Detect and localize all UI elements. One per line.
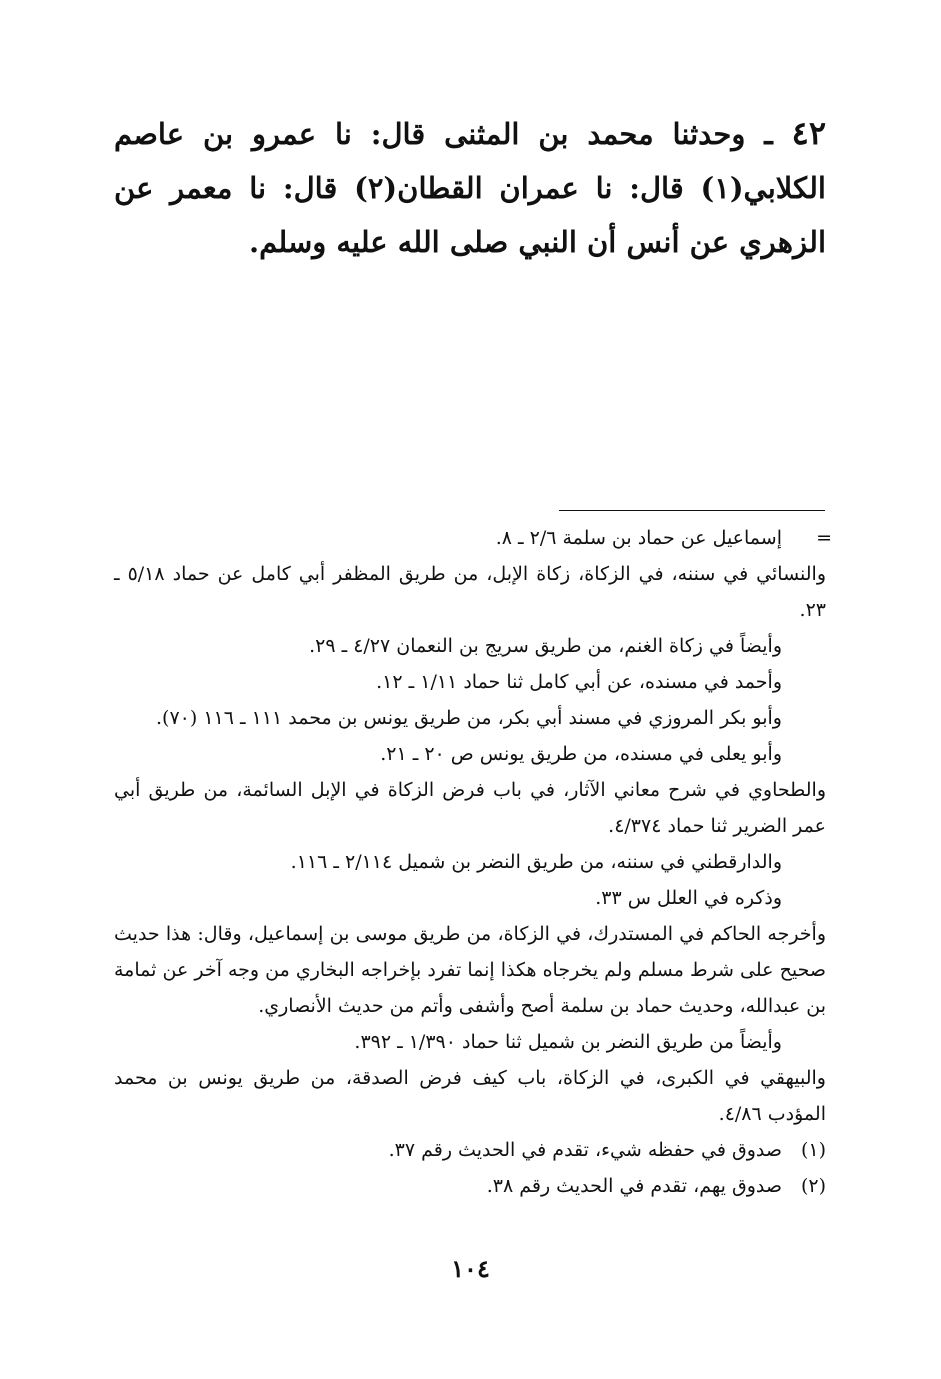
footnote-reference: وأخرجه الحاكم في المستدرك، في الزكاة، من طريق موسى بن إسماعيل، وقال: هذا حديث صحيح على شرط مسلم ولم يخرجاه هكذا إنما تفرد بإخراجه البخاري من وجه آخر عن ثمامة بن عبدالله، وحديث حماد بن سلمة أصح وأشفى وأتم من حديث الأنصاري. bbox=[114, 923, 826, 1017]
footnote-reference: وأبو يعلى في مسنده، من طريق يونس ص ٢٠ ـ ٢١. bbox=[380, 743, 782, 765]
footnotes-block bbox=[114, 520, 832, 1204]
continuation-marker: = bbox=[816, 527, 832, 549]
footnote-text: صدوق يهم، تقدم في الحديث رقم ٣٨. bbox=[486, 1175, 782, 1197]
footnote-reference: وأيضاً من طريق النضر بن شميل ثنا حماد ١/٣٩٠ ـ ٣٩٢. bbox=[354, 1031, 782, 1053]
footnote-reference: إسماعيل عن حماد بن سلمة ٢/٦ ـ ٨. bbox=[495, 527, 782, 549]
footnote-reference: والبيهقي في الكبرى، في الزكاة، باب كيف فرض الصدقة، من طريق يونس بن محمد المؤدب ٤/٨٦. bbox=[114, 1067, 826, 1125]
footnote-reference: وأيضاً في زكاة الغنم، من طريق سريج بن النعمان ٤/٢٧ ـ ٢٩. bbox=[309, 635, 782, 657]
hadith-number: ٤٢ bbox=[791, 114, 827, 152]
numbered-footnote-2 bbox=[114, 1168, 826, 1204]
footnote-number: (٢) bbox=[800, 1175, 826, 1197]
footnote-reference: وذكره في العلل س ٣٣. bbox=[595, 887, 782, 909]
hadith-text: ـ وحدثنا محمد بن المثنى قال: نا عمرو بن عاصم الكلابي(١) قال: نا عمران القطان(٢) قال: نا معمر عن الزهري عن أنس أن النبي صلى الله عليه وسلم. bbox=[114, 117, 826, 259]
footnote-reference: والنسائي في سننه، في الزكاة، زكاة الإبل، من طريق المظفر أبي كامل عن حماد ٥/١٨ ـ ٢٣. bbox=[114, 563, 827, 621]
page-number: ١٠٤ bbox=[451, 1254, 490, 1283]
footnote-reference: وأحمد في مسنده، عن أبي كامل ثنا حماد ١/١١ ـ ١٢. bbox=[376, 671, 782, 693]
footnote-divider bbox=[559, 510, 825, 511]
hadith-text-block bbox=[114, 106, 826, 269]
footnote-reference: وأبو بكر المروزي في مسند أبي بكر، من طريق يونس بن محمد ١١١ ـ ١١٦ (٧٠). bbox=[156, 707, 782, 729]
numbered-footnote-1 bbox=[114, 1132, 826, 1168]
footnote-text: صدوق في حفظه شيء، تقدم في الحديث رقم ٣٧. bbox=[388, 1139, 782, 1161]
footnote-number: (١) bbox=[800, 1139, 826, 1161]
footnote-reference: والطحاوي في شرح معاني الآثار، في باب فرض الزكاة في الإبل السائمة، من طريق أبي عمر الضرير ثنا حماد ٤/٣٧٤. bbox=[114, 779, 826, 837]
footnote-reference: والدارقطني في سننه، من طريق النضر بن شميل ٢/١١٤ ـ ١١٦. bbox=[290, 851, 782, 873]
